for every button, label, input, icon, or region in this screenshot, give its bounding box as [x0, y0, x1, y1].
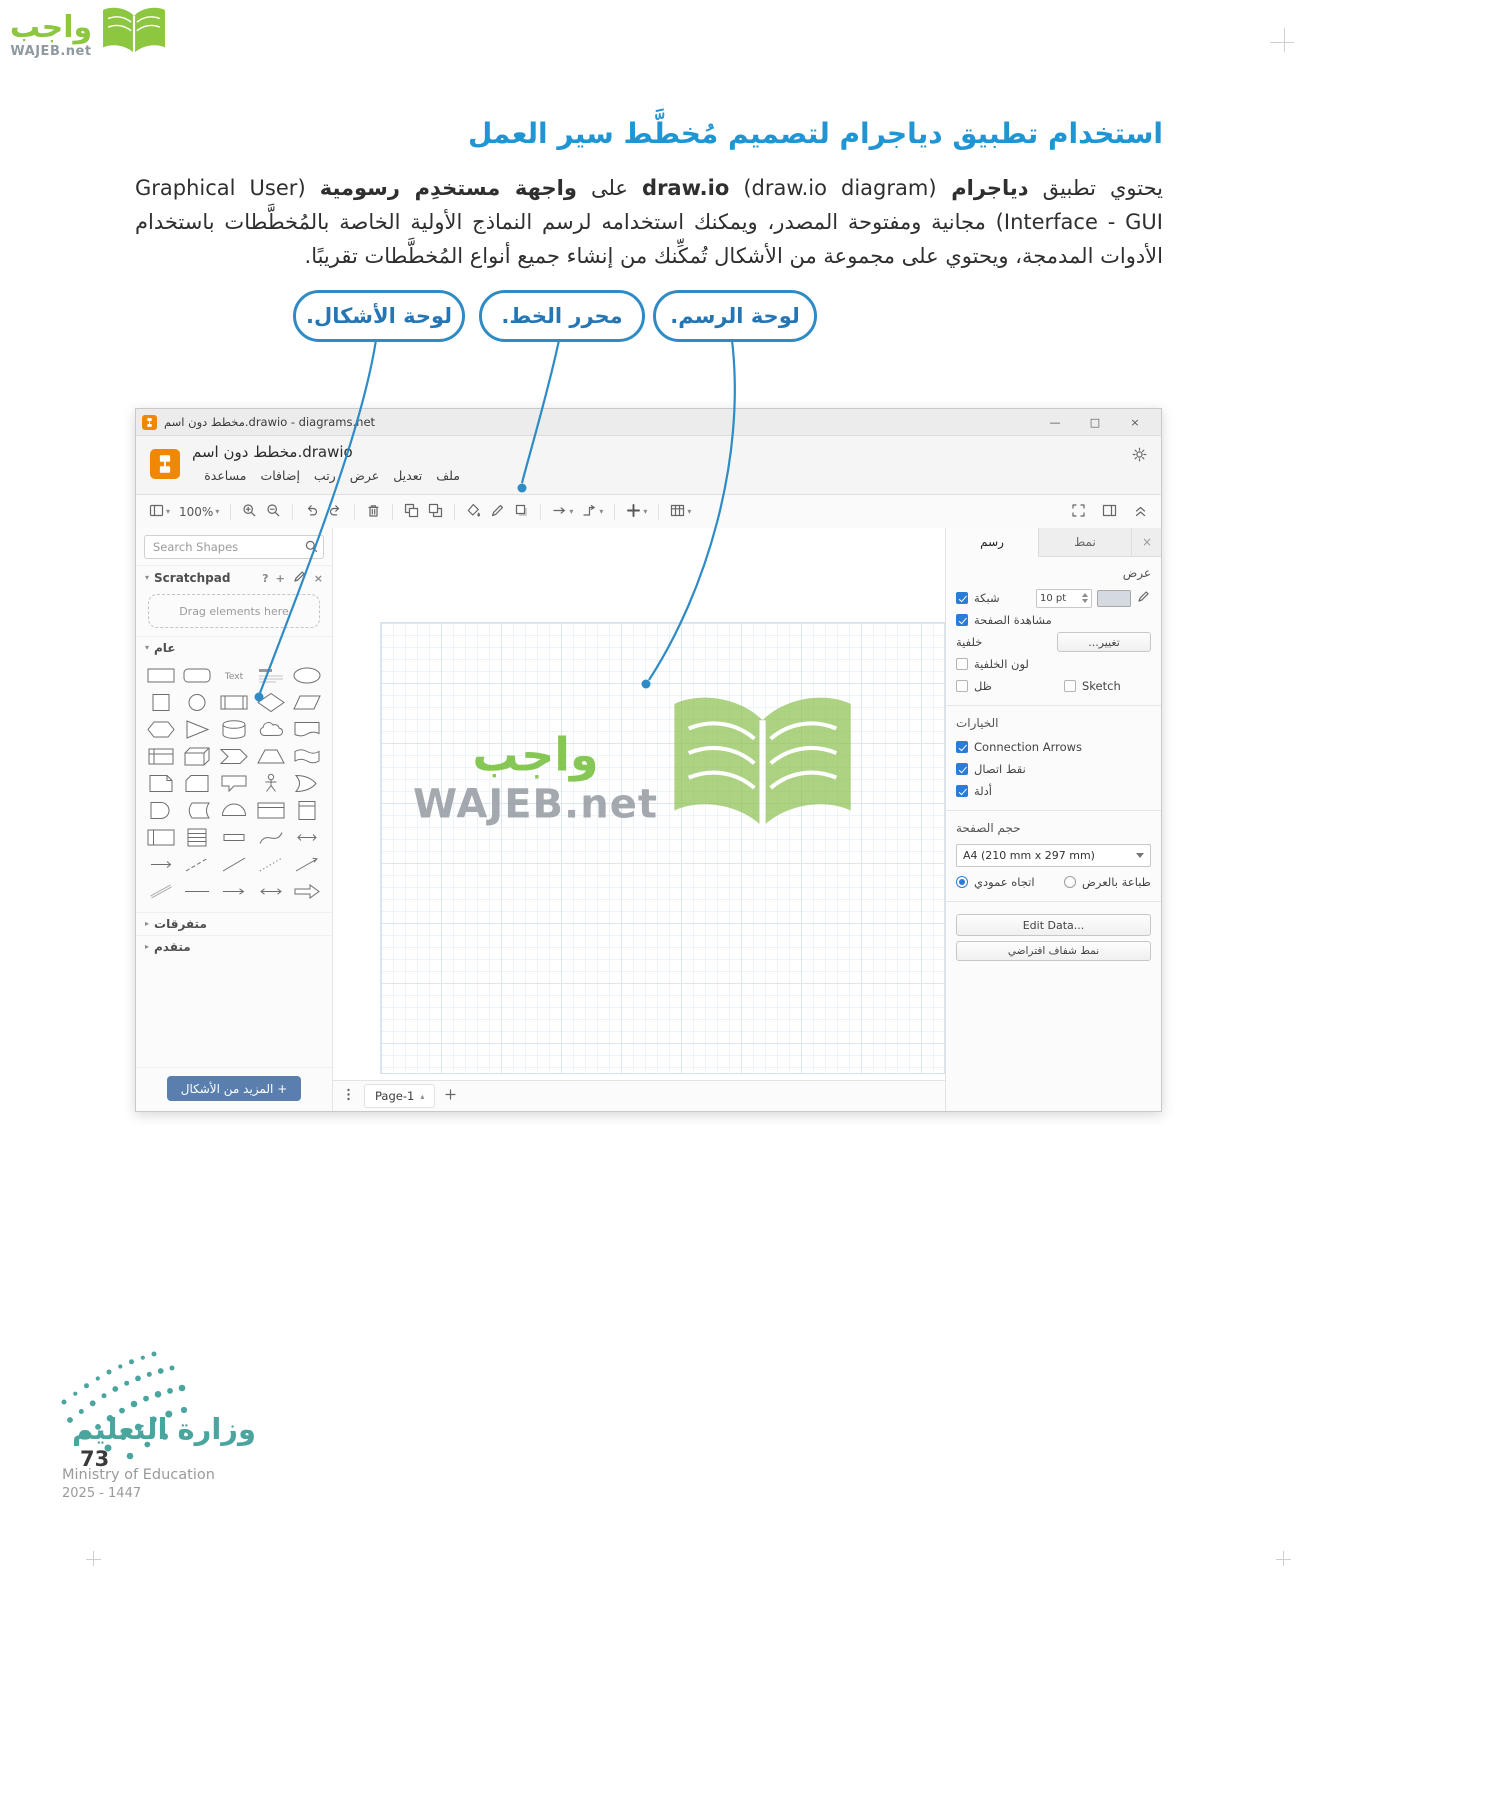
- callout-drawing-board: لوحة الرسم.: [653, 290, 817, 342]
- toolbar-separator: [658, 504, 659, 520]
- more-shapes-button[interactable]: المزيد من الأشكال +: [167, 1076, 302, 1101]
- drawio-window: [135, 408, 1162, 1112]
- paragraph-segment: دياجرام draw.io: [642, 176, 1029, 200]
- undo-icon[interactable]: [301, 501, 322, 523]
- shape-diamond[interactable]: [253, 690, 289, 715]
- wajeb-book-icon: [98, 4, 170, 66]
- shape-palette: [136, 659, 332, 912]
- svg-text:Text: Text: [224, 672, 244, 682]
- zoom-level[interactable]: 100% ▾: [179, 505, 220, 519]
- shape-process[interactable]: [216, 690, 252, 715]
- shape-circle[interactable]: [180, 690, 216, 715]
- search-icon: [304, 539, 319, 557]
- callout-shapes-panel: لوحة الأشكال.: [293, 290, 465, 342]
- pages-menu-icon[interactable]: [341, 1087, 356, 1105]
- menu-item-5[interactable]: مساعدة: [204, 468, 247, 483]
- paragraph-segment: (Graphical User Interface - GUI) مجانية ومفتوحة المصدر، ويمكنك استخدامه لرسم النماذج الأولية الخاصة بالمُخطَّطات باستخدام الأدوات المدمجة، ويحتوي على مجموعة من الأشكال تُمكِّنك من إنشاء جميع أنواع المُخطَّطات تقريبًا.: [135, 176, 1163, 269]
- connection-icon[interactable]: [549, 501, 576, 523]
- shape-curve[interactable]: [253, 825, 289, 850]
- shape-document[interactable]: [289, 717, 325, 742]
- shape-or[interactable]: [289, 771, 325, 796]
- view-section-label: عرض: [1122, 566, 1151, 580]
- drawio-logo-icon: [150, 449, 180, 479]
- shape-cylinder[interactable]: [216, 717, 252, 742]
- portrait-label: اتجاه عمودي: [974, 875, 1035, 889]
- format-panel-icon[interactable]: [1099, 501, 1120, 523]
- caret-up-icon: ▴: [420, 1091, 425, 1101]
- select-caret-icon: [1136, 853, 1144, 858]
- drawing-canvas[interactable]: [333, 528, 945, 1080]
- format-panel: [945, 528, 1161, 1111]
- chevron-down-icon: ▾: [599, 507, 604, 516]
- landscape-label: طباعة بالعرض: [1082, 875, 1151, 889]
- scratchpad-edit-icon[interactable]: [292, 569, 307, 587]
- options-section-label: الخيارات: [956, 716, 999, 730]
- zoom-out-icon[interactable]: [263, 501, 284, 523]
- app-header: [136, 436, 1161, 495]
- paragraph-segment: يحتوي تطبيق: [1028, 176, 1164, 200]
- shape-cloud[interactable]: [253, 717, 289, 742]
- table-icon[interactable]: [667, 501, 694, 523]
- shape-vertical-container[interactable]: [289, 798, 325, 823]
- shapes-sidebar: [136, 528, 333, 1111]
- scratchpad-close-icon[interactable]: ×: [313, 571, 323, 585]
- ministry-logo: [58, 1348, 278, 1501]
- paper-size-label: حجم الصفحة: [956, 821, 1021, 835]
- shape-and[interactable]: [143, 798, 179, 823]
- shape-arrow[interactable]: [143, 852, 179, 877]
- shape-callout[interactable]: [216, 771, 252, 796]
- fullscreen-icon[interactable]: [1068, 501, 1089, 523]
- close-icon[interactable]: ×: [1130, 415, 1140, 429]
- shape-horizontal-line[interactable]: [180, 879, 216, 904]
- chevron-right-icon: ▸: [145, 919, 150, 928]
- crop-mark: [86, 1559, 101, 1560]
- article-paragraph: [135, 171, 1163, 273]
- shape-directional-arrow[interactable]: [289, 852, 325, 877]
- ministry-arabic-wordmark: وزارة التعليم: [72, 1412, 257, 1446]
- search-shapes-input[interactable]: [144, 535, 324, 559]
- shape-dotted-line[interactable]: [253, 852, 289, 877]
- toolbar-separator: [614, 504, 615, 520]
- grid-color-swatch[interactable]: [1097, 590, 1131, 607]
- drawio-favicon: [142, 415, 157, 430]
- collapse-icon[interactable]: [1130, 501, 1151, 523]
- insert-icon[interactable]: [623, 501, 650, 523]
- section-general[interactable]: ▾ عام: [136, 636, 332, 659]
- connection-arrows-checkbox[interactable]: [956, 741, 968, 753]
- grid-checkbox[interactable]: [956, 592, 968, 604]
- default-style-button[interactable]: نمط شفاف افتراضي: [956, 941, 1151, 961]
- waypoints-icon[interactable]: [579, 501, 606, 523]
- toolbar-separator: [354, 504, 355, 520]
- guides-checkbox[interactable]: [956, 785, 968, 797]
- grid-color-edit-icon[interactable]: [1136, 589, 1151, 607]
- shape-data-storage[interactable]: [180, 798, 216, 823]
- chevron-down-icon: ▾: [166, 507, 171, 516]
- guides-label: أدلة: [974, 784, 992, 798]
- zoom-in-icon[interactable]: [239, 501, 260, 523]
- shape-heading[interactable]: [253, 663, 289, 688]
- shape-tape[interactable]: [289, 744, 325, 769]
- shape-parallelogram[interactable]: [289, 690, 325, 715]
- ministry-english: Ministry of Education: [62, 1467, 215, 1483]
- toolbar-separator: [540, 504, 541, 520]
- shape-step[interactable]: [216, 744, 252, 769]
- shape-text[interactable]: [216, 663, 252, 688]
- shadow-label: ظل: [974, 679, 992, 693]
- wajeb-domain: WAJEB.net: [10, 44, 92, 59]
- scratchpad-section[interactable]: [136, 565, 332, 590]
- callout-line-editor: محرر الخط.: [479, 290, 645, 342]
- edit-data-button[interactable]: Edit Data...: [956, 914, 1151, 936]
- watermark-domain: WAJEB.net: [413, 781, 658, 828]
- chevron-down-icon: ▾: [643, 507, 648, 516]
- article-heading: استخدام تطبيق دياجرام لتصميم مُخطَّط سير العمل: [467, 116, 1163, 150]
- shape-triangle[interactable]: [180, 717, 216, 742]
- shape-half-circle[interactable]: [216, 798, 252, 823]
- background-color-label: لون الخلفية: [974, 657, 1029, 671]
- menu-item-0[interactable]: ملف: [436, 468, 460, 483]
- tab-style[interactable]: نمط: [1039, 528, 1132, 556]
- shape-horizontal-container[interactable]: [143, 825, 179, 850]
- paper-size-select[interactable]: A4 (210 mm x 297 mm): [956, 844, 1151, 867]
- view-panels-icon[interactable]: [146, 501, 173, 523]
- shape-dashed-line[interactable]: [180, 852, 216, 877]
- chevron-right-icon: ▸: [145, 942, 150, 951]
- page-view-label: مشاهدة الصفحة: [974, 613, 1052, 627]
- toolbar-separator: [292, 504, 293, 520]
- tab-diagram[interactable]: رسم: [946, 528, 1039, 557]
- shape-card[interactable]: [180, 771, 216, 796]
- maximize-icon[interactable]: □: [1089, 415, 1101, 429]
- crop-mark: [1270, 42, 1294, 43]
- line-color-icon[interactable]: [487, 501, 508, 523]
- crop-mark: [1276, 1559, 1291, 1560]
- grid-size-input[interactable]: 10 pt: [1036, 589, 1092, 608]
- section-misc[interactable]: ▸ متفرقات: [136, 912, 332, 935]
- menu-item-1[interactable]: تعديل: [393, 468, 423, 483]
- menu-item-3[interactable]: رتب: [313, 468, 336, 483]
- shape-trapezoid[interactable]: [253, 744, 289, 769]
- canvas-watermark: [413, 687, 865, 854]
- shape-cube[interactable]: [180, 744, 216, 769]
- redo-icon[interactable]: [325, 501, 346, 523]
- menu-item-2[interactable]: عرض: [349, 468, 380, 483]
- document-title: مخطط دون اسم.drawio: [192, 443, 353, 461]
- to-front-icon[interactable]: [401, 501, 422, 523]
- toolbar-separator: [230, 504, 231, 520]
- shape-internal-storage[interactable]: [143, 744, 179, 769]
- chevron-down-icon: ▾: [569, 507, 574, 516]
- paragraph-segment: واجهة مستخدِم رسومية: [319, 176, 577, 200]
- wajeb-brand: [8, 4, 170, 66]
- theme-sun-icon[interactable]: [1132, 447, 1147, 465]
- main-toolbar: [136, 495, 1161, 530]
- minimize-icon[interactable]: —: [1049, 415, 1061, 429]
- shape-link[interactable]: [143, 879, 179, 904]
- window-titlebar: [136, 409, 1161, 436]
- shape-hexagon[interactable]: [143, 717, 179, 742]
- delete-icon[interactable]: [363, 501, 384, 523]
- sketch-label: Sketch: [1082, 679, 1121, 693]
- add-page-icon[interactable]: [443, 1087, 458, 1105]
- shadow-icon[interactable]: [511, 501, 532, 523]
- crop-mark: [1284, 28, 1285, 52]
- connection-points-checkbox[interactable]: [956, 763, 968, 775]
- chevron-down-icon: ▾: [687, 507, 692, 516]
- watermark-book-icon: [660, 687, 865, 854]
- shape-ellipse[interactable]: [289, 663, 325, 688]
- watermark-arabic: واجب: [472, 727, 599, 782]
- change-background-button[interactable]: تغيير...: [1057, 632, 1151, 652]
- fill-color-icon[interactable]: [463, 501, 484, 523]
- shape-list[interactable]: [180, 825, 216, 850]
- shape-thick-arrow[interactable]: [289, 879, 325, 904]
- edition-years: 2025 - 1447: [62, 1486, 142, 1501]
- connection-arrows-label: Connection Arrows: [974, 740, 1083, 754]
- wajeb-arabic-wordmark: واجب: [9, 10, 93, 45]
- window-title: مخطط دون اسم.drawio - diagrams.net: [164, 415, 376, 429]
- shape-actor[interactable]: [253, 771, 289, 796]
- toolbar-separator: [392, 504, 393, 520]
- sketch-checkbox[interactable]: [1064, 680, 1076, 692]
- chevron-down-icon: ▾: [145, 573, 150, 582]
- chevron-down-icon: ▾: [145, 643, 150, 652]
- shape-note[interactable]: [143, 771, 179, 796]
- toolbar-separator: [454, 504, 455, 520]
- background-label: خلفية: [956, 635, 983, 649]
- page-number: 73: [80, 1447, 110, 1471]
- section-advanced[interactable]: ▸ متقدم: [136, 935, 332, 958]
- scratchpad-help-icon[interactable]: ?: [262, 571, 269, 585]
- page-statusbar: [333, 1080, 945, 1111]
- landscape-radio[interactable]: [1064, 876, 1076, 888]
- shape-rectangle[interactable]: [143, 663, 179, 688]
- paragraph-segment: (draw.io diagram) على: [576, 176, 937, 200]
- shape-bidirectional-arrow[interactable]: [289, 825, 325, 850]
- scratchpad-dropzone[interactable]: Drag elements here: [148, 594, 320, 628]
- shape-rounded-rectangle[interactable]: [180, 663, 216, 688]
- scratchpad-label: Scratchpad: [154, 571, 231, 585]
- close-panel-icon[interactable]: ×: [1141, 535, 1152, 549]
- shape-container[interactable]: [253, 798, 289, 823]
- shape-line[interactable]: [216, 852, 252, 877]
- shape-double-arrow[interactable]: [253, 879, 289, 904]
- shape-list-item[interactable]: [216, 825, 252, 850]
- shape-horizontal-arrow[interactable]: [216, 879, 252, 904]
- grid-label: شبكة: [974, 591, 1000, 605]
- page-tab[interactable]: Page-1 ▴: [364, 1084, 435, 1108]
- chevron-down-icon: ▾: [215, 507, 220, 516]
- to-back-icon[interactable]: [425, 501, 446, 523]
- menu-item-4[interactable]: إضافات: [260, 468, 300, 483]
- connection-points-label: نقط اتصال: [974, 762, 1026, 776]
- scratchpad-add-icon[interactable]: +: [275, 571, 285, 585]
- menu-bar: [192, 468, 460, 483]
- shadow-checkbox[interactable]: [956, 680, 968, 692]
- portrait-radio[interactable]: [956, 876, 968, 888]
- background-color-checkbox[interactable]: [956, 658, 968, 670]
- shape-square[interactable]: [143, 690, 179, 715]
- page-view-checkbox[interactable]: [956, 614, 968, 626]
